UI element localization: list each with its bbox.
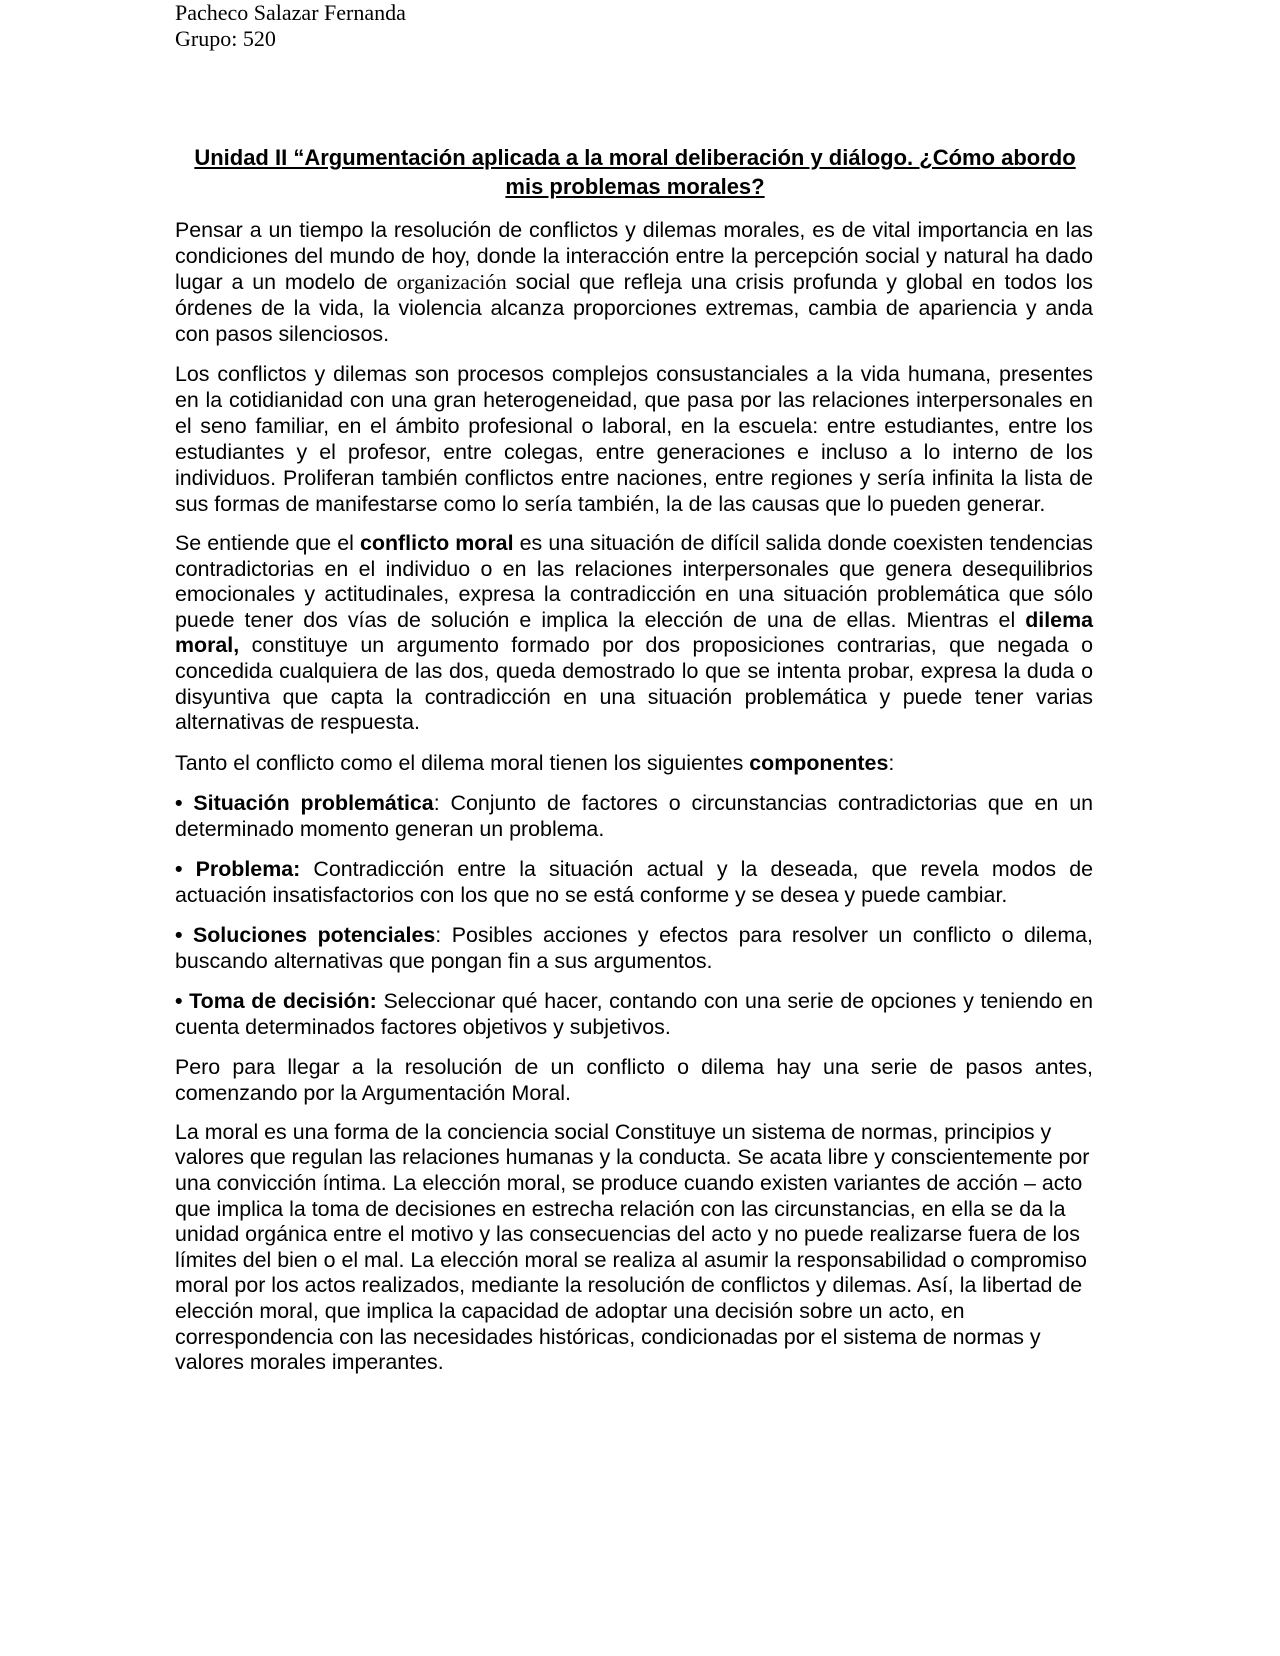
document-body	[175, 217, 1093, 1390]
paragraph-5: Pero para llegar a la resolución de un conflicto o dilema hay una serie de pasos antes, comenzando por la Argumentación Moral.	[175, 1054, 1093, 1105]
document-title: Unidad II “Argumentación aplicada a la moral deliberación y diálogo. ¿Cómo abordo mis problemas morales?	[194, 145, 1076, 199]
paragraph-components: Tanto el conflicto como el dilema moral tienen los siguientes componentes:	[175, 750, 895, 775]
list-item-soluciones: • Soluciones potenciales: Posibles acciones y efectos para resolver un conflicto o dilema, buscando alternativas que pongan fin a sus argumentos.	[175, 922, 1093, 973]
list-item-toma-decision: • Toma de decisión: Seleccionar qué hacer, contando con una serie de opciones y teniendo en cuenta determinados factores objetivos y subjetivos.	[175, 988, 1093, 1039]
document-header	[175, 0, 406, 52]
list-item-situacion: • Situación problemática: Conjunto de factores o circunstancias contradictorias que en un determinado momento generan un problema.	[175, 790, 1093, 841]
paragraph-3: Se entiende que el conflicto moral es una situación de difícil salida donde coexisten tendencias contradictorias en el individuo o en las relaciones interpersonales que genera desequilibrios emocionales y actitudinales, expresa la contradicción en una situación problemática que sólo puede tener dos vías de solución e implica la elección de una de ellas. Mientras el dilema moral, constituye un argumento formado por dos proposiciones contrarias, que negada o concedida cualquiera de las dos, queda demostrado lo que se intenta probar, expresa la duda o disyuntiva que capta la contradicción en una situación problemática y puede tener varias alternativas de respuesta.	[175, 531, 1093, 735]
list-item-problema: • Problema: Contradicción entre la situación actual y la deseada, que revela modos de actuación insatisfactorios con los que no se está conforme y se desea y puede cambiar.	[175, 856, 1093, 907]
paragraph-1: Pensar a un tiempo la resolución de conflictos y dilemas morales, es de vital importancia en las condiciones del mundo de hoy, donde la interacción entre la percepción social y natural ha dado lugar a un modelo de organización social que refleja una crisis profunda y global en todos los órdenes de la vida, la violencia alcanza proporciones extremas, cambia de apariencia y anda con pasos silenciosos.	[175, 218, 1093, 346]
author-name: Pacheco Salazar Fernanda	[175, 0, 406, 25]
group-label: Grupo: 520	[175, 26, 276, 51]
paragraph-6: La moral es una forma de la conciencia social Constituye un sistema de normas, principios y valores que regulan las relaciones humanas y la conducta. Se acata libre y conscientemente por una convicción íntima. La elección moral, se produce cuando existen variantes de acción – acto que implica la toma de decisiones en estrecha relación con las circunstancias, en ella se da la unidad orgánica entre el motivo y las consecuencias del acto y no puede realizarse fuera de los límites del bien o el mal. La elección moral se realiza al asumir la responsabilidad o compromiso moral por los actos realizados, mediante la resolución de conflictos y dilemas. Así, la libertad de elección moral, que implica la capacidad de adoptar una decisión sobre un acto, en correspondencia con las necesidades históricas, condicionadas por el sistema de normas y valores morales imperantes.	[175, 1119, 1090, 1375]
paragraph-2: Los conflictos y dilemas son procesos complejos consustanciales a la vida humana, presentes en la cotidianidad con una gran heterogeneidad, que pasa por las relaciones interpersonales en el seno familiar, en el ámbito profesional o laboral, en la escuela: entre estudiantes, entre los estudiantes y el profesor, entre colegas, entre generaciones e incluso a lo interno de los individuos. Proliferan también conflictos entre naciones, entre regiones y sería infinita la lista de sus formas de manifestarse como lo sería también, la de las causas que lo pueden generar.	[175, 362, 1093, 516]
